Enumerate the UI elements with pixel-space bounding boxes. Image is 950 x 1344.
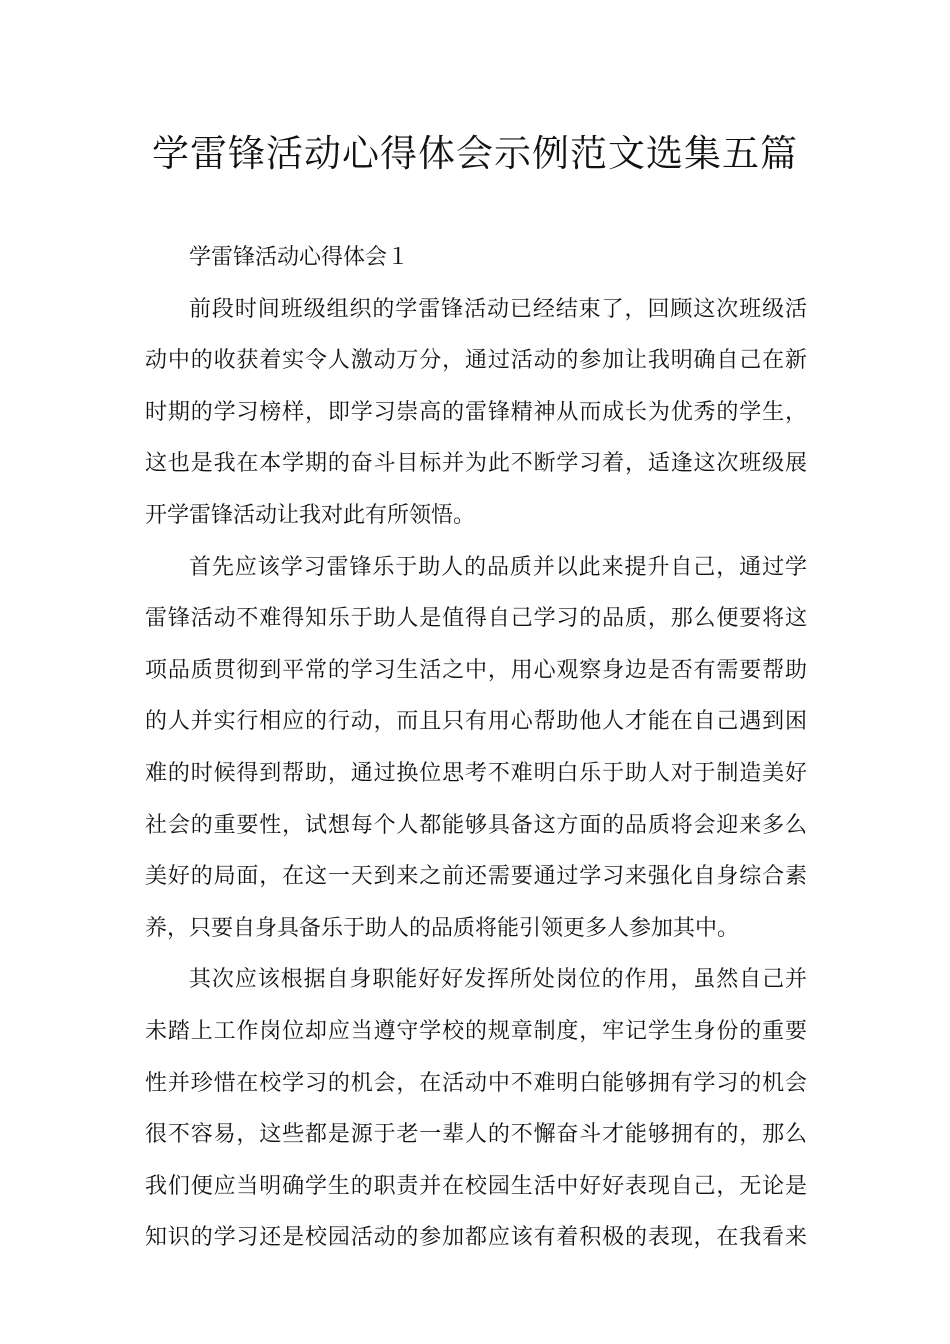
paragraph-first-line: 前段时间班级组织的学雷锋活动已经结束了，回顾这次班级活 [189, 296, 807, 322]
paragraph-line: 美好的局面，在这一天到来之前还需要通过学习来强化自身综合素 [145, 864, 807, 890]
paragraph-line: 的人并实行相应的行动，而且只有用心帮助他人才能在自己遇到困 [145, 709, 807, 735]
paragraph-line: 我们便应当明确学生的职责并在校园生活中好好表现自己，无论是 [145, 1173, 807, 1199]
paragraph-first-line: 其次应该根据自身职能好好发挥所处岗位的作用，虽然自己并 [189, 967, 807, 993]
paragraph-line: 很不容易，这些都是源于老一辈人的不懈奋斗才能够拥有的，那么 [145, 1122, 807, 1148]
paragraph-line: 雷锋活动不难得知乐于助人是值得自己学习的品质，那么便要将这 [145, 606, 807, 632]
document-body [145, 232, 807, 1264]
paragraph-line: 动中的收获着实令人激动万分，通过活动的参加让我明确自己在新 [145, 348, 807, 374]
paragraph-first-line: 首先应该学习雷锋乐于助人的品质并以此来提升自己，通过学 [189, 554, 807, 580]
paragraph-line: 性并珍惜在校学习的机会，在活动中不难明白能够拥有学习的机会 [145, 1070, 807, 1096]
paragraph-line: 未踏上工作岗位却应当遵守学校的规章制度，牢记学生身份的重要 [145, 1018, 807, 1044]
paragraph-line: 养，只要自身具备乐于助人的品质将能引领更多人参加其中。 [145, 915, 740, 941]
document-title: 学雷锋活动心得体会示例范文选集五篇 [152, 132, 798, 175]
paragraph-line: 知识的学习还是校园活动的参加都应该有着积极的表现，在我看来 [145, 1225, 807, 1251]
paragraph-line: 这也是我在本学期的奋斗目标并为此不断学习着，适逢这次班级展 [145, 451, 807, 477]
paragraph-line: 时期的学习榜样，即学习崇高的雷锋精神从而成长为优秀的学生， [145, 399, 807, 425]
paragraph-line: 难的时候得到帮助，通过换位思考不难明白乐于助人对于制造美好 [145, 760, 807, 786]
paragraph-first-line: 学雷锋活动心得体会１ [189, 245, 410, 270]
paragraph-line: 社会的重要性，试想每个人都能够具备这方面的品质将会迎来多么 [145, 812, 807, 838]
paragraph-line: 开学雷锋活动让我对此有所领悟。 [145, 502, 476, 528]
paragraph-line: 项品质贯彻到平常的学习生活之中，用心观察身边是否有需要帮助 [145, 657, 807, 683]
